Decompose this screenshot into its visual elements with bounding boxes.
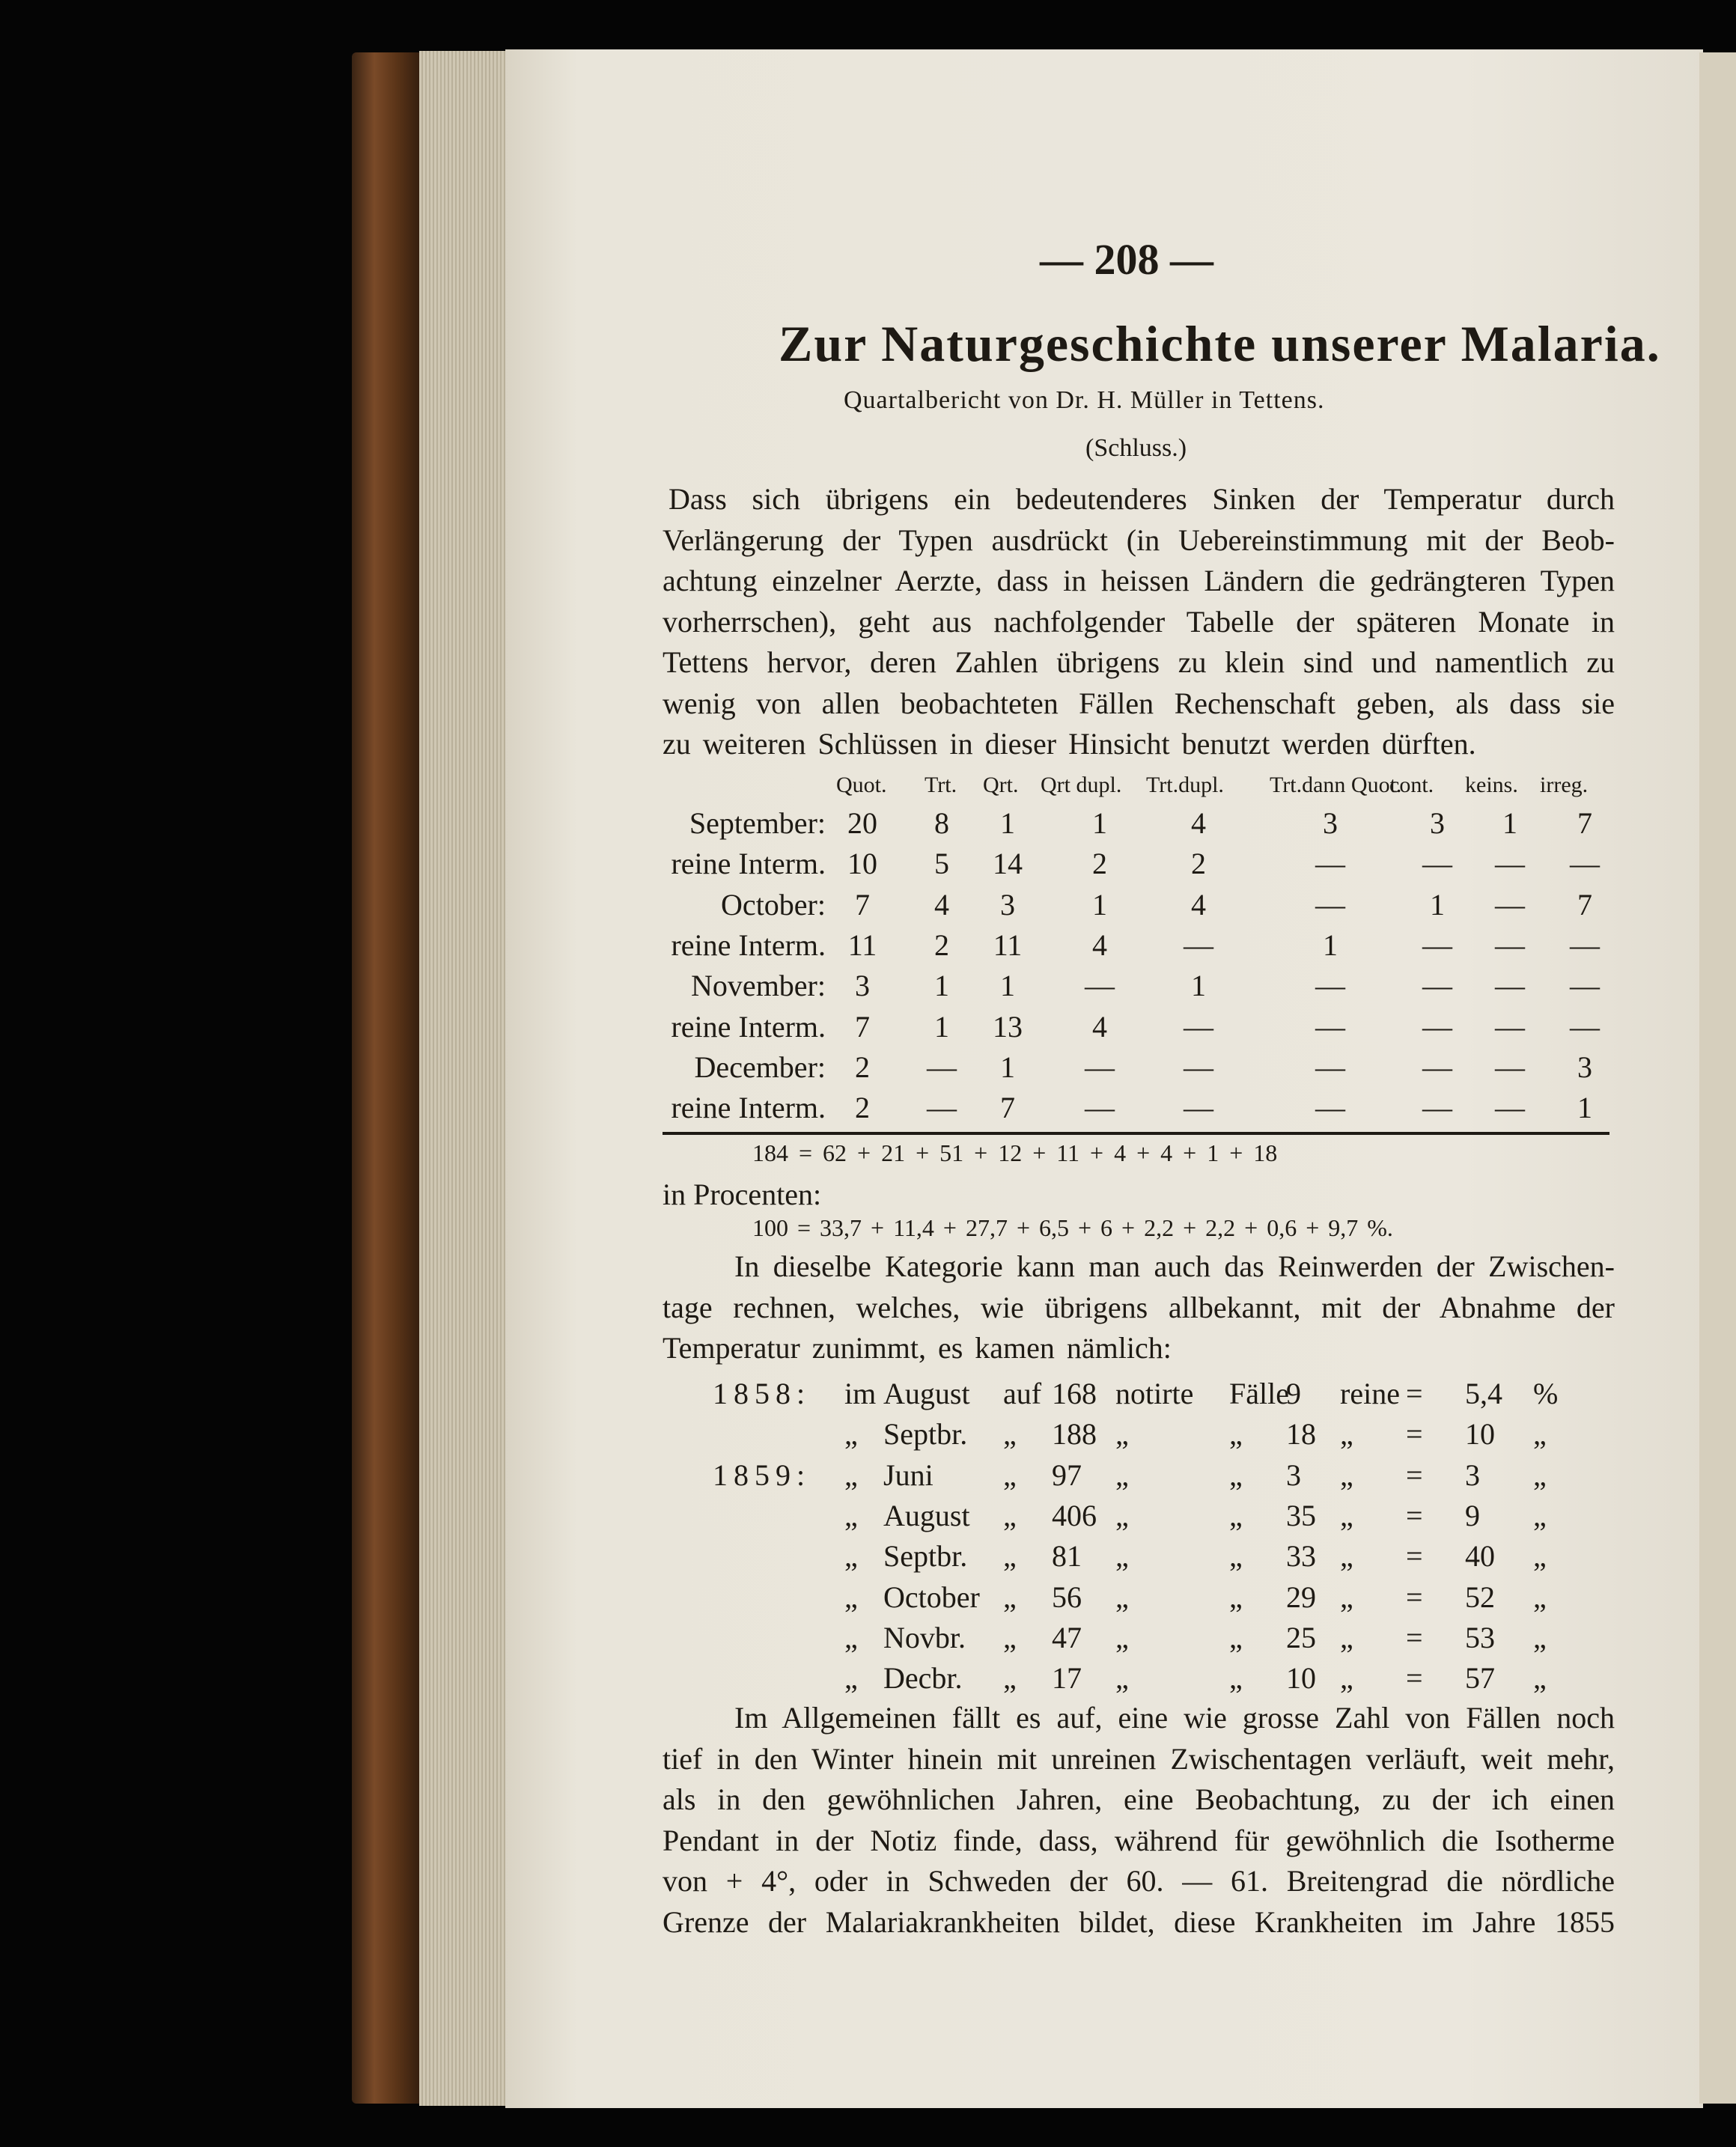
year-table-notirte: „	[1115, 1417, 1129, 1452]
year-table-n: 47	[1052, 1620, 1082, 1654]
table-cell: —	[927, 1091, 957, 1125]
year-table-auf: „	[1003, 1620, 1017, 1654]
year-table-month: August	[883, 1498, 970, 1532]
year-table-month: Septbr.	[883, 1539, 968, 1574]
table-cell: —	[1184, 1050, 1213, 1084]
year-table-auf: „	[1003, 1498, 1017, 1532]
year-table-unit: %	[1533, 1377, 1559, 1410]
year-table-faelle: „	[1229, 1498, 1243, 1532]
year-table-reine: reine	[1340, 1377, 1400, 1410]
year-table-auf: „	[1003, 1580, 1017, 1614]
year-table-n: 17	[1052, 1661, 1082, 1696]
table-cell: —	[1495, 887, 1525, 922]
year-table-auf: „	[1003, 1661, 1017, 1696]
table-cell: 3	[1323, 806, 1338, 840]
table-cell: —	[1422, 969, 1452, 1003]
year-table-n: 188	[1052, 1417, 1097, 1452]
table-cell: —	[1495, 969, 1525, 1003]
year-table-faelle: „	[1229, 1661, 1243, 1696]
paragraph-line: Verlängerung der Typen ausdrückt (in Uebereinstimmung mit der Beob-	[663, 523, 1615, 557]
year-table-pct: 53	[1465, 1620, 1495, 1654]
year-table-faelle: „	[1229, 1620, 1243, 1654]
table-cell: 1	[1191, 969, 1206, 1003]
year-table-unit: „	[1533, 1580, 1547, 1614]
table-cell: —	[1315, 847, 1345, 881]
year-table-eq: =	[1406, 1539, 1423, 1574]
year-table-prefix: „	[844, 1458, 858, 1492]
year-table-notirte: notirte	[1115, 1377, 1194, 1410]
year-table-faelle: „	[1229, 1580, 1243, 1614]
year-table-pct: 52	[1465, 1580, 1495, 1614]
table-cell: 1	[1000, 806, 1015, 840]
table-cell: 20	[847, 806, 877, 840]
table-row-label: October:	[721, 887, 826, 922]
table-cell: 2	[1191, 847, 1206, 881]
table-header-cell: Trt.	[925, 773, 957, 797]
table-header-cell: irreg.	[1540, 773, 1589, 797]
table-row-label: reine Interm.	[671, 1009, 826, 1044]
year-table-prefix: „	[844, 1580, 858, 1614]
year-table-pct: 5,4	[1465, 1377, 1502, 1410]
year-table-auf: „	[1003, 1539, 1017, 1574]
year-table-n: 168	[1052, 1377, 1097, 1410]
paragraph-line: achtung einzelner Aerzte, dass in heissen Ländern die gedrängteren Typen	[663, 564, 1615, 597]
table-cell: 14	[993, 847, 1023, 881]
table-cell: 8	[934, 806, 949, 840]
year-table-month: Septbr.	[883, 1417, 968, 1452]
percent-line: 100 = 33,7 + 11,4 + 27,7 + 6,5 + 6 + 2,2 + 2,2 + 0,6 + 9,7 %.	[752, 1214, 1393, 1241]
sum-line: 184 = 62 + 21 + 51 + 12 + 11 + 4 + 4 + 1 + 18	[752, 1139, 1278, 1166]
table-header-cell: keins.	[1465, 773, 1518, 797]
paragraph-line: Tettens hervor, deren Zahlen übrigens zu klein sind und namentlich zu	[663, 645, 1615, 679]
year-table-unit: „	[1533, 1458, 1547, 1492]
table-header-cell: cont.	[1389, 773, 1434, 797]
year-table-auf: „	[1003, 1458, 1017, 1492]
table-header-cell: Qrt dupl.	[1041, 773, 1122, 797]
table-cell: 2	[855, 1050, 870, 1084]
year-table-n: 406	[1052, 1498, 1097, 1532]
table-cell: —	[1085, 1091, 1115, 1125]
table-cell: 11	[847, 928, 877, 962]
table-row-label: November:	[691, 969, 826, 1003]
table-row-label: September:	[689, 806, 826, 840]
year-table-pct: 57	[1465, 1661, 1495, 1696]
table-cell: 4	[1092, 1009, 1107, 1044]
table-cell: 13	[993, 1009, 1023, 1044]
table-cell: —	[1315, 969, 1345, 1003]
paragraph-line: Grenze der Malariakrankheiten bildet, diese Krankheiten im Jahre 1855	[663, 1904, 1615, 1939]
table-header-cell: Trt.dupl.	[1146, 773, 1224, 797]
year-table-r: 35	[1286, 1498, 1316, 1532]
page-edges	[419, 51, 509, 2106]
table-cell: 1	[1092, 806, 1107, 840]
year-table-pct: 40	[1465, 1539, 1495, 1574]
table-cell: —	[1495, 1050, 1525, 1084]
article-subtitle: Quartalbericht von Dr. H. Müller in Tettens.	[844, 386, 1325, 414]
table-cell: 7	[1000, 1091, 1015, 1125]
year-table-eq: =	[1406, 1620, 1423, 1654]
year-table-unit: „	[1533, 1620, 1547, 1654]
year-table-faelle: Fälle	[1229, 1377, 1289, 1410]
paragraph-line: Im Allgemeinen fällt es auf, eine wie grosse Zahl von Fällen noch	[734, 1701, 1615, 1735]
page-number: — 208 —	[1040, 235, 1213, 284]
table-cell: —	[1085, 969, 1115, 1003]
table-cell: 10	[847, 847, 877, 881]
year-table-notirte: „	[1115, 1498, 1129, 1532]
table-cell: 3	[1577, 1050, 1592, 1084]
table-cell: 4	[1092, 928, 1107, 962]
table-cell: 7	[855, 887, 870, 922]
year-table-eq: =	[1406, 1498, 1423, 1532]
table-row-label: reine Interm.	[671, 928, 826, 962]
year-table-year: 1858:	[713, 1377, 811, 1410]
paragraph-line: von + 4°, oder in Schweden der 60. — 61. Breitengrad die nördliche	[663, 1864, 1615, 1898]
table-cell: 1	[1000, 1050, 1015, 1084]
paragraph-3	[663, 1698, 1615, 1943]
table-cell: —	[1315, 1050, 1345, 1084]
year-table-month: Decbr.	[883, 1661, 963, 1696]
year-table-faelle: „	[1229, 1539, 1243, 1574]
table-cell: 4	[934, 887, 949, 922]
year-table-eq: =	[1406, 1458, 1423, 1492]
table-cell: —	[927, 1050, 957, 1084]
year-table-prefix: im	[844, 1377, 877, 1410]
table-cell: —	[1422, 1050, 1452, 1084]
year-table-notirte: „	[1115, 1458, 1129, 1492]
year-table-r: 10	[1286, 1661, 1316, 1696]
paragraph-line: Dass sich übrigens ein bedeutenderes Sinken der Temperatur durch	[668, 482, 1615, 516]
table-cell: —	[1315, 887, 1345, 922]
table-row-label: reine Interm.	[671, 1091, 826, 1125]
year-table-prefix: „	[844, 1417, 858, 1452]
year-table-month: Novbr.	[883, 1620, 966, 1654]
year-table-reine: „	[1340, 1539, 1353, 1574]
table-cell: —	[1570, 847, 1600, 881]
table-cell: —	[1495, 1009, 1525, 1044]
year-table-r: 25	[1286, 1620, 1316, 1654]
year-table-prefix: „	[844, 1661, 858, 1696]
paragraph-line: vorherrschen), geht aus nachfolgender Tabelle der späteren Monate in	[663, 604, 1615, 639]
percent-label: in Procenten:	[663, 1178, 822, 1211]
paragraph-1	[663, 479, 1615, 765]
table-cell: 1	[1502, 806, 1517, 840]
year-table-faelle: „	[1229, 1417, 1243, 1452]
table-cell: —	[1570, 1009, 1600, 1044]
table-cell: —	[1085, 1050, 1115, 1084]
table-cell: —	[1315, 1091, 1345, 1125]
table-cell: —	[1422, 1009, 1452, 1044]
year-table-r: 3	[1286, 1458, 1301, 1492]
year-table-pct: 3	[1465, 1458, 1480, 1492]
paragraph-line: Pendant in der Notiz finde, dass, während für gewöhnlich die Isotherme	[663, 1823, 1615, 1857]
table-cell: —	[1495, 847, 1525, 881]
year-table-eq: =	[1406, 1661, 1423, 1696]
year-table-prefix: „	[844, 1539, 858, 1574]
table-cell: 5	[934, 847, 949, 881]
paragraph-line: als in den gewöhnlichen Jahren, eine Beobachtung, zu der ich einen	[663, 1782, 1615, 1816]
year-table-n: 56	[1052, 1580, 1082, 1614]
table-cell: 2	[934, 928, 949, 962]
year-table-reine: „	[1340, 1580, 1353, 1614]
year-table-r: 18	[1286, 1417, 1316, 1452]
year-table-notirte: „	[1115, 1580, 1129, 1614]
table-cell: 1	[1577, 1091, 1592, 1125]
year-table-r: 29	[1286, 1580, 1316, 1614]
table-cell: —	[1495, 928, 1525, 962]
year-table-unit: „	[1533, 1498, 1547, 1532]
paragraph-2	[663, 1246, 1615, 1369]
article-title: Zur Naturgeschichte unserer Malaria.	[779, 315, 1661, 372]
year-table-reine: „	[1340, 1417, 1353, 1452]
table-cell: 1	[1323, 928, 1338, 962]
table-header-cell: Quot.	[836, 773, 887, 797]
table-cell: —	[1422, 847, 1452, 881]
year-table-eq: =	[1406, 1580, 1423, 1614]
table-cell: —	[1570, 969, 1600, 1003]
year-table-notirte: „	[1115, 1539, 1129, 1574]
table-cell: —	[1184, 1091, 1213, 1125]
year-table-unit: „	[1533, 1661, 1547, 1696]
book-spine	[352, 52, 427, 2104]
year-table-pct: 9	[1465, 1498, 1480, 1532]
table-cell: 7	[1577, 806, 1592, 840]
year-table-reine: „	[1340, 1661, 1353, 1696]
table-cell: 2	[855, 1091, 870, 1125]
year-table-auf: „	[1003, 1417, 1017, 1452]
year-table-prefix: „	[844, 1498, 858, 1532]
table-cell: 1	[1000, 969, 1015, 1003]
table-cell: 3	[855, 969, 870, 1003]
table-cell: 11	[993, 928, 1023, 962]
year-table-auf: auf	[1003, 1377, 1042, 1410]
year-table-faelle: „	[1229, 1458, 1243, 1492]
table-cell: 7	[855, 1009, 870, 1044]
year-table-r: 33	[1286, 1539, 1316, 1574]
table-cell: —	[1315, 1009, 1345, 1044]
year-table-reine: „	[1340, 1620, 1353, 1654]
paragraph-line: Temperatur zunimmt, es kamen nämlich:	[663, 1331, 1172, 1365]
year-table-unit: „	[1533, 1417, 1547, 1452]
year-table-month: October	[883, 1580, 980, 1614]
continuation-note: (Schluss.)	[1085, 434, 1187, 462]
table-cell: 4	[1191, 806, 1206, 840]
paragraph-line: zu weiteren Schlüssen in dieser Hinsicht benutzt werden dürften.	[663, 727, 1476, 761]
paragraph-line: tage rechnen, welches, wie übrigens allbekannt, mit der Abnahme der	[663, 1290, 1615, 1324]
year-table-reine: „	[1340, 1498, 1353, 1532]
table-row-label: December:	[694, 1050, 826, 1084]
year-table-reine: „	[1340, 1458, 1353, 1492]
table-cell: 3	[1430, 806, 1445, 840]
table-cell: 1	[934, 969, 949, 1003]
paragraph-line: wenig von allen beobachteten Fällen Rechenschaft geben, als dass sie	[663, 686, 1615, 720]
year-table-n: 97	[1052, 1458, 1082, 1492]
year-table-year: 1859:	[713, 1458, 811, 1492]
next-page-edge	[1699, 52, 1736, 2104]
table-header-cell: Trt.dann Quot.	[1270, 773, 1402, 797]
year-table-notirte: „	[1115, 1661, 1129, 1696]
table-cell: —	[1184, 1009, 1213, 1044]
year-table-month: August	[883, 1377, 970, 1410]
year-table-n: 81	[1052, 1539, 1082, 1574]
table-cell: —	[1422, 928, 1452, 962]
year-table-prefix: „	[844, 1620, 858, 1654]
year-table-notirte: „	[1115, 1620, 1129, 1654]
table-cell: —	[1422, 1091, 1452, 1125]
year-table-pct: 10	[1465, 1417, 1495, 1452]
paragraph-line: tief in den Winter hinein mit unreinen Zwischentagen verläuft, weit mehr,	[663, 1741, 1615, 1776]
table-cell: —	[1184, 928, 1213, 962]
year-table-r: 9	[1286, 1377, 1301, 1410]
paragraph-line: In dieselbe Kategorie kann man auch das Reinwerden der Zwischen-	[734, 1249, 1615, 1283]
table-sum-rule	[663, 1132, 1609, 1135]
table-cell: 7	[1577, 887, 1592, 922]
year-table-month: Juni	[883, 1458, 934, 1492]
table-cell: —	[1495, 1091, 1525, 1125]
table-cell: 1	[1092, 887, 1107, 922]
table-row-label: reine Interm.	[671, 847, 826, 881]
year-table-eq: =	[1406, 1377, 1423, 1410]
table-cell: 1	[934, 1009, 949, 1044]
table-header-cell: Qrt.	[983, 773, 1019, 797]
table-cell: 1	[1430, 887, 1445, 922]
table-cell: 3	[1000, 887, 1015, 922]
year-table-unit: „	[1533, 1539, 1547, 1574]
table-cell: 2	[1092, 847, 1107, 881]
table-cell: 4	[1191, 887, 1206, 922]
year-table-eq: =	[1406, 1417, 1423, 1452]
table-cell: —	[1570, 928, 1600, 962]
